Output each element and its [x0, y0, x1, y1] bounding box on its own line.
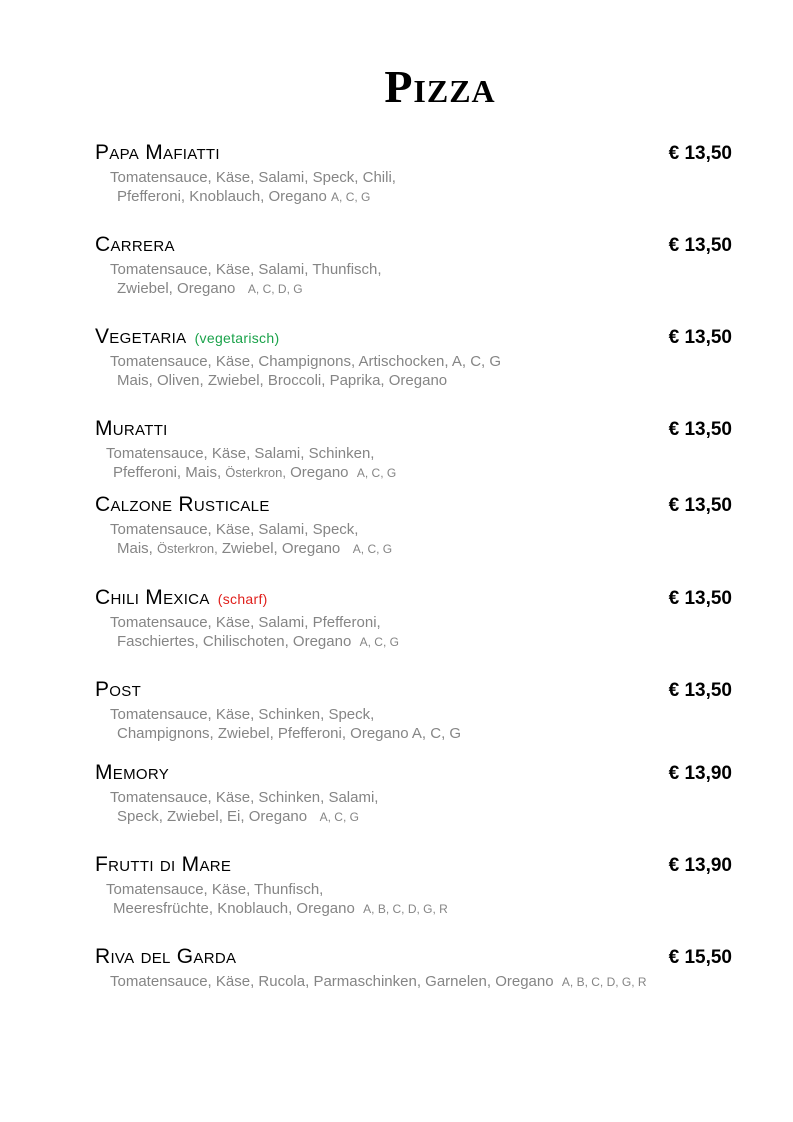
description-line: Tomatensauce, Käse, Champignons, Artischocken, A, C, G [110, 353, 502, 370]
description-line: Tomatensauce, Käse, Schinken, Speck, [110, 706, 375, 723]
item-price: € 13,50 [668, 143, 732, 164]
allergen-codes: A, C, G [356, 466, 397, 480]
item-name: Chili Mexica (scharf) [95, 586, 268, 609]
description-line: Meeresfrüchte, Knoblauch, Oregano [113, 900, 355, 917]
item-name: Papa Mafiatti [95, 141, 220, 164]
item-description [95, 705, 732, 743]
item-price: € 13,50 [668, 680, 732, 701]
item-price: € 13,50 [668, 419, 732, 440]
item-price: € 13,50 [668, 588, 732, 609]
menu-item [95, 945, 732, 992]
item-price: € 13,50 [668, 495, 732, 516]
description-line: Tomatensauce, Käse, Schinken, Salami, [110, 789, 379, 806]
item-description [95, 260, 732, 299]
menu-item [95, 325, 732, 390]
allergen-codes: A, C, G [319, 810, 359, 824]
item-name: Vegetaria (vegetarisch) [95, 325, 280, 348]
allergen-codes: A, B, C, D, G, R [561, 975, 647, 989]
item-price: € 13,90 [668, 763, 732, 784]
item-name: Frutti di Mare [95, 853, 232, 876]
menu-item [95, 141, 732, 207]
menu-item [95, 761, 732, 827]
item-description [95, 352, 732, 390]
menu-item [95, 417, 732, 483]
menu-item [95, 586, 732, 652]
item-price: € 13,90 [668, 855, 732, 876]
item-name: Post [95, 678, 142, 701]
item-price: € 15,50 [668, 947, 732, 968]
description-line: Zwiebel, Oregano [117, 280, 236, 297]
item-description [95, 788, 732, 827]
item-name: Muratti [95, 417, 168, 440]
spicy-tag: (scharf) [217, 591, 268, 607]
description-line: Speck, Zwiebel, Ei, Oregano [117, 808, 308, 825]
menu-item [95, 853, 732, 919]
vegetarian-tag: (vegetarisch) [194, 330, 280, 346]
description-line: Pfefferoni, Knoblauch, Oregano [117, 188, 327, 205]
description-line: Mais, Oliven, Zwiebel, Broccoli, Paprika, Oregano [117, 372, 448, 389]
item-price: € 13,50 [668, 327, 732, 348]
allergen-codes: A, C, D, G [247, 282, 303, 296]
menu-item [95, 493, 732, 559]
item-name: Riva del Garda [95, 945, 237, 968]
description-line: Champignons, Zwiebel, Pfefferoni, Oregano A, C, G [117, 725, 462, 742]
allergen-codes: A, B, C, D, G, R [363, 902, 448, 916]
item-name: Calzone Rusticale [95, 493, 270, 516]
menu-item [95, 678, 732, 743]
menu-item [95, 233, 732, 299]
item-description [95, 168, 732, 207]
description-line: Tomatensauce, Käse, Thunfisch, [106, 881, 324, 898]
description-line: Tomatensauce, Käse, Rucola, Parmaschinken, Garnelen, Oregano [110, 973, 554, 990]
allergen-codes: A, C, G [352, 542, 393, 556]
description-line: Tomatensauce, Käse, Salami, Speck, [110, 521, 359, 538]
description-line: Faschiertes, Chilischoten, Oregano [117, 633, 352, 650]
item-description [95, 880, 732, 919]
allergen-codes: A, C, G [331, 190, 371, 204]
item-name: Carrera [95, 233, 175, 256]
description-line: Tomatensauce, Käse, Salami, Pfefferoni, [110, 614, 381, 631]
item-description [95, 613, 732, 652]
allergen-codes: A, C, G [359, 635, 399, 649]
item-name: Memory [95, 761, 170, 784]
page-title: Pizza [384, 61, 496, 112]
item-description: Tomatensauce, Käse, Salami, Speck, Mais, Österkron, Zwiebel, Oregano A, C, G [95, 520, 732, 559]
item-price: € 13,50 [668, 235, 732, 256]
item-description [95, 972, 732, 992]
description-line: Tomatensauce, Käse, Salami, Thunfisch, [110, 261, 382, 278]
description-line: Tomatensauce, Käse, Salami, Speck, Chili, [110, 169, 396, 186]
description-line: Tomatensauce, Käse, Salami, Schinken, [106, 445, 375, 462]
item-description: Tomatensauce, Käse, Salami, Schinken, Pfefferoni, Mais, Österkron, Oregano A, C, G [95, 444, 732, 483]
